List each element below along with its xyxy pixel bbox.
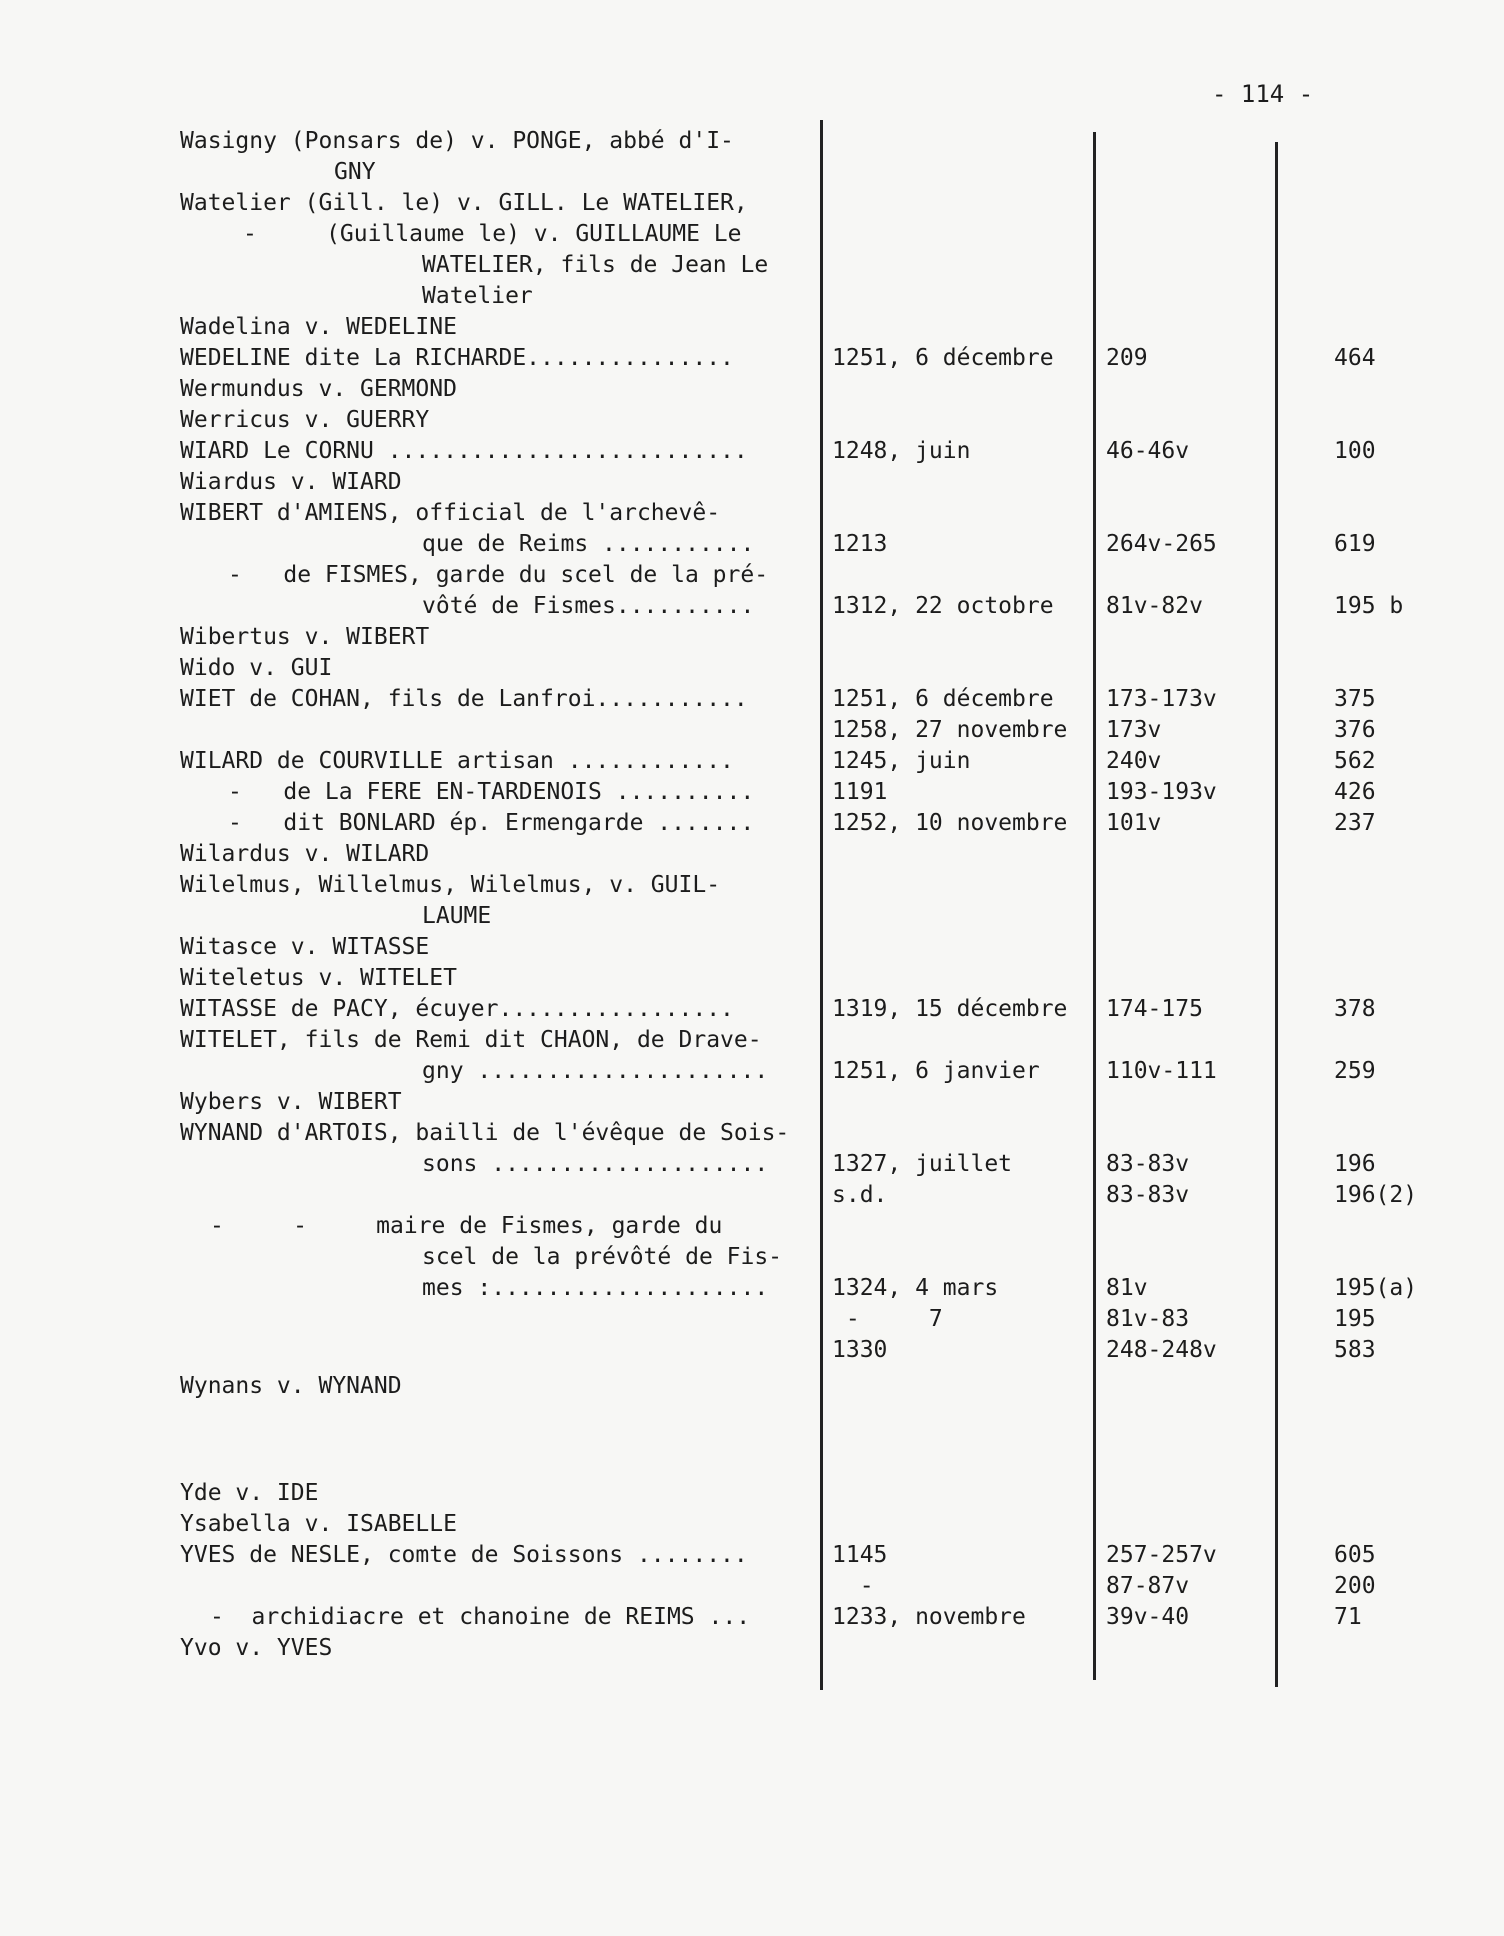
column-rule-2	[1093, 132, 1096, 1680]
number-1: 100	[1334, 438, 1376, 464]
entry-yves-nesle: YVES de NESLE, comte de Soissons ........	[180, 1542, 748, 1568]
folio-15: 248-248v	[1106, 1337, 1217, 1363]
folio-10: 110v-111	[1106, 1058, 1217, 1084]
number-2: 619	[1334, 531, 1376, 557]
entry-wibert-amiens: WIBERT d'AMIENS, official de l'archevê-	[180, 500, 721, 526]
date-18: 1233, novembre	[832, 1604, 1026, 1630]
number-13: 195(a)	[1334, 1275, 1418, 1301]
folio-13: 81v	[1106, 1275, 1148, 1301]
folio-11: 83-83v	[1106, 1151, 1190, 1177]
number-3: 195 b	[1334, 593, 1404, 619]
entry-wiet: WIET de COHAN, fils de Lanfroi...........	[180, 686, 748, 712]
entry-witasse: WITASSE de PACY, écuyer.................	[180, 996, 734, 1022]
entry-wynand: WYNAND d'ARTOIS, bailli de l'évêque de Sois-	[180, 1120, 790, 1146]
date-14: - 7	[832, 1306, 943, 1332]
entry-witasce: Witasce v. WITASSE	[180, 934, 430, 960]
number-18: 71	[1334, 1604, 1362, 1630]
entry-wibert-fismes-cont: vôté de Fismes..........	[422, 593, 755, 619]
folio-0: 209	[1106, 345, 1148, 371]
entry-ysabella: Ysabella v. ISABELLE	[180, 1511, 457, 1537]
date-0: 1251, 6 décembre	[832, 345, 1054, 371]
entry-wiardus: Wiardus v. WIARD	[180, 469, 402, 495]
entry-witelet: WITELET, fils de Remi dit CHAON, de Drave-	[180, 1027, 762, 1053]
entry-wilelmus: Wilelmus, Willelmus, Wilelmus, v. GUIL-	[180, 872, 721, 898]
folio-3: 81v-82v	[1106, 593, 1203, 619]
date-16: 1145	[832, 1542, 888, 1568]
entry-watelier-cont-1: WATELIER, fils de Jean Le	[422, 252, 769, 278]
date-13: 1324, 4 mars	[832, 1275, 999, 1301]
entry-wynand-maire-cont-2: mes :....................	[422, 1275, 769, 1301]
date-15: 1330	[832, 1337, 888, 1363]
number-16: 605	[1334, 1542, 1376, 1568]
entry-watelier: Watelier (Gill. le) v. GILL. Le WATELIER,	[180, 190, 748, 216]
entry-wynand-maire: - - maire de Fismes, garde du	[210, 1213, 723, 1239]
entry-watelier-cont-2: Watelier	[422, 283, 533, 309]
entry-wynand-cont: sons ....................	[422, 1151, 769, 1177]
date-6: 1245, juin	[832, 748, 971, 774]
folio-18: 39v-40	[1106, 1604, 1190, 1630]
entry-witelet-cont: gny .....................	[422, 1058, 769, 1084]
number-7: 426	[1334, 779, 1376, 805]
entry-watelier-guillaume: - (Guillaume le) v. GUILLAUME Le	[243, 221, 742, 247]
entry-wibertus: Wibertus v. WIBERT	[180, 624, 430, 650]
date-11: 1327, juillet	[832, 1151, 1013, 1177]
folio-4: 173-173v	[1106, 686, 1217, 712]
folio-14: 81v-83	[1106, 1306, 1190, 1332]
entry-wybers: Wybers v. WIBERT	[180, 1089, 402, 1115]
date-12: s.d.	[832, 1182, 888, 1208]
entry-wilard-bonlard: - dit BONLARD ép. Ermengarde .......	[228, 810, 755, 836]
number-0: 464	[1334, 345, 1376, 371]
entry-wibert-amiens-cont: que de Reims ...........	[422, 531, 755, 557]
folio-16: 257-257v	[1106, 1542, 1217, 1568]
entry-yves-archidiacre: - archidiacre et chanoine de REIMS ...	[210, 1604, 751, 1630]
entry-wilelmus-cont: LAUME	[422, 903, 492, 929]
date-3: 1312, 22 octobre	[832, 593, 1054, 619]
page-number: - 114 -	[1212, 80, 1314, 108]
entry-witeletus: Witeletus v. WITELET	[180, 965, 457, 991]
entry-wadelina: Wadelina v. WEDELINE	[180, 314, 457, 340]
date-10: 1251, 6 janvier	[832, 1058, 1040, 1084]
date-8: 1252, 10 novembre	[832, 810, 1068, 836]
column-rule-3	[1275, 142, 1278, 1687]
entry-wasigny: Wasigny (Ponsars de) v. PONGE, abbé d'I-	[180, 128, 734, 154]
entry-wilardus: Wilardus v. WILARD	[180, 841, 430, 867]
date-1: 1248, juin	[832, 438, 971, 464]
entry-wido: Wido v. GUI	[180, 655, 333, 681]
folio-8: 101v	[1106, 810, 1162, 836]
date-9: 1319, 15 décembre	[832, 996, 1068, 1022]
folio-12: 83-83v	[1106, 1182, 1190, 1208]
column-rule-1	[820, 120, 823, 1690]
entry-wedeline: WEDELINE dite La RICHARDE...............	[180, 345, 734, 371]
entry-wynand-maire-cont-1: scel de la prévôté de Fis-	[422, 1244, 783, 1270]
number-4: 375	[1334, 686, 1376, 712]
number-6: 562	[1334, 748, 1376, 774]
number-17: 200	[1334, 1573, 1376, 1599]
number-12: 196(2)	[1334, 1182, 1418, 1208]
date-5: 1258, 27 novembre	[832, 717, 1068, 743]
entry-wilard-fere: - de La FERE EN-TARDENOIS ..........	[228, 779, 755, 805]
entry-wasigny-cont: GNY	[334, 159, 376, 185]
folio-9: 174-175	[1106, 996, 1203, 1022]
entry-wilard-courville: WILARD de COURVILLE artisan ............	[180, 748, 734, 774]
entry-werricus: Werricus v. GUERRY	[180, 407, 430, 433]
folio-17: 87-87v	[1106, 1573, 1190, 1599]
date-4: 1251, 6 décembre	[832, 686, 1054, 712]
date-17: -	[832, 1573, 874, 1599]
number-5: 376	[1334, 717, 1376, 743]
number-15: 583	[1334, 1337, 1376, 1363]
date-7: 1191	[832, 779, 888, 805]
entry-yde: Yde v. IDE	[180, 1480, 319, 1506]
folio-1: 46-46v	[1106, 438, 1190, 464]
number-8: 237	[1334, 810, 1376, 836]
entry-wiard: WIARD Le CORNU ..........................	[180, 438, 748, 464]
folio-2: 264v-265	[1106, 531, 1217, 557]
number-10: 259	[1334, 1058, 1376, 1084]
entry-yvo: Yvo v. YVES	[180, 1635, 333, 1661]
folio-7: 193-193v	[1106, 779, 1217, 805]
number-9: 378	[1334, 996, 1376, 1022]
number-11: 196	[1334, 1151, 1376, 1177]
folio-6: 240v	[1106, 748, 1162, 774]
entry-wibert-fismes: - de FISMES, garde du scel de la pré-	[228, 562, 769, 588]
folio-5: 173v	[1106, 717, 1162, 743]
entry-wynans: Wynans v. WYNAND	[180, 1373, 402, 1399]
date-2: 1213	[832, 531, 888, 557]
number-14: 195	[1334, 1306, 1376, 1332]
entry-wermundus: Wermundus v. GERMOND	[180, 376, 457, 402]
